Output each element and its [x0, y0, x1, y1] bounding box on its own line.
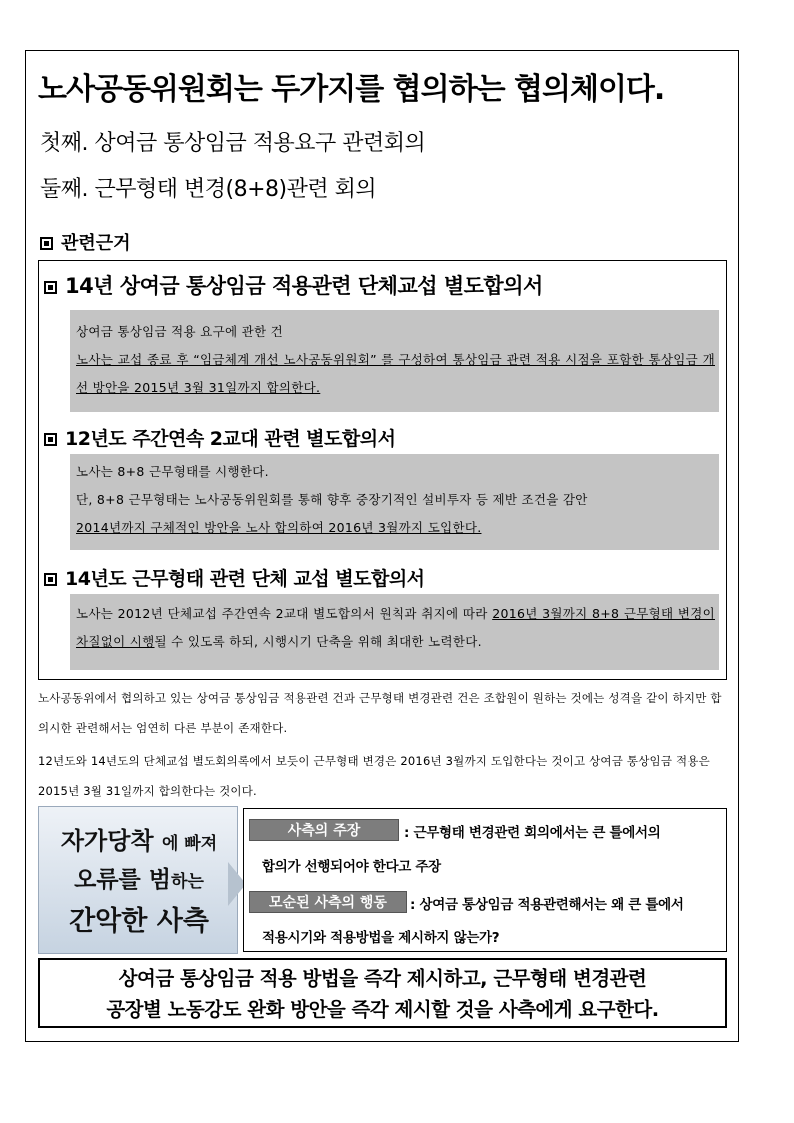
basis-heading-text: 관련근거	[61, 233, 131, 254]
agreement-1-line-2: 노사는 교섭 종료 후 “임금체계 개선 노사공동위원회” 를 구성하여 통상임금 관련 적용 시점을 포함한 통상임금 개선 방안을 2015년 3월 31일까지 합의한다.	[76, 352, 715, 395]
agreement-3-body	[70, 594, 719, 670]
paragraph-2: 12년도와 14년도의 단체교섭 별도회의록에서 보듯이 근무형태 변경은 2016년 3월까지 도입한다는 것이고 상여금 통상임금 적용은 2015년 3월 31일까지 합의한다는 것이다.	[38, 754, 710, 798]
agreement-1-title-text: 14년 상여금 통상임금 적용관련 단체교섭 별도합의서	[65, 274, 543, 298]
agreement-3-text-a: 노사는 2012년 단체교섭 주간연속 2교대 별도합의서 원칙과 취지에 따라	[76, 606, 493, 621]
demand-box	[38, 958, 727, 1028]
claim-tag: 사측의 주장	[249, 819, 399, 841]
agreement-3-text-b: 2016년 3월까지 8+8 근무형태 변경이 차질없이 시행	[76, 606, 715, 649]
action-text-b: 적용시기와 적용방법을 제시하지 않는가?	[262, 930, 500, 946]
demand-line-1: 상여금 통상임금 적용 방법을 즉각 제시하고, 근무형태 변경관련	[118, 967, 647, 990]
agreement-2-body	[70, 454, 719, 550]
square-bullet-icon	[40, 237, 53, 250]
illustration-right-panel	[243, 808, 727, 952]
basis-heading	[40, 229, 131, 255]
agreement-2-line-1: 노사는 8+8 근무형태를 시행한다.	[76, 464, 269, 479]
square-bullet-icon	[44, 281, 57, 294]
agreement-1-body	[70, 310, 719, 412]
demand-line-2: 공장별 노동강도 완화 방안을 즉각 제시할 것을 사측에게 요구한다.	[106, 998, 659, 1021]
claim-text-b: 합의가 선행되어야 한다고 주장	[262, 859, 441, 875]
illustration-left-panel	[38, 806, 238, 954]
agreement-2-title	[44, 424, 395, 451]
illustration	[38, 806, 727, 954]
subtitle-second: 둘째. 근무형태 변경(8+8)관련 회의	[40, 177, 377, 202]
square-bullet-icon	[44, 573, 57, 586]
square-bullet-icon	[44, 433, 57, 446]
agreement-3-title-text: 14년도 근무형태 관련 단체 교섭 별도합의서	[65, 568, 425, 590]
left-line-1-b: 에 빠져	[161, 834, 218, 854]
left-line-1-a: 자가당착	[60, 827, 154, 855]
main-title: 노사공동위원회는 두가지를 협의하는 협의체이다.	[38, 72, 665, 107]
agreement-1-title	[44, 270, 543, 300]
paragraph-1: 노사공동위에서 협의하고 있는 상여금 통상임금 적용관련 건과 근무형태 변경관련 건은 조합원이 원하는 것에는 성격을 같이 하지만 합의시한 관련해서는 엄연히 다른 부분이 존재한다.	[38, 691, 722, 735]
left-line-1	[39, 821, 239, 856]
agreement-3-title	[44, 564, 425, 591]
claim-text-a: : 근무형태 변경관련 회의에서는 큰 틀에서의	[404, 825, 661, 841]
agreement-2-title-text: 12년도 주간연속 2교대 관련 별도합의서	[65, 428, 396, 450]
left-line-2-a: 오류를 범	[74, 867, 172, 893]
left-line-3: 간악한 사측	[69, 906, 209, 937]
left-line-2	[39, 861, 239, 894]
agreement-2-line-3: 2014년까지 구체적인 방안을 노사 합의하여 2016년 3월까지 도입한다.	[76, 520, 482, 535]
agreement-1-line-1: 상여금 통상임금 적용 요구에 관한 건	[76, 324, 283, 339]
action-tag: 모순된 사측의 행동	[249, 891, 407, 913]
subtitle-first: 첫째. 상여금 통상임금 적용요구 관련회의	[40, 131, 426, 156]
left-line-2-b: 하는	[171, 872, 204, 892]
agreement-3-text-c: 될 수 있도록 하되, 시행시기 단축을 위해 최대한 노력한다.	[154, 634, 482, 649]
agreement-2-line-2: 단, 8+8 근무형태는 노사공동위원회를 통해 향후 중장기적인 설비투자 등 제반 조건을 감안	[76, 492, 588, 507]
action-text-a: : 상여금 통상임금 적용관련해서는 왜 큰 틀에서	[410, 897, 684, 913]
